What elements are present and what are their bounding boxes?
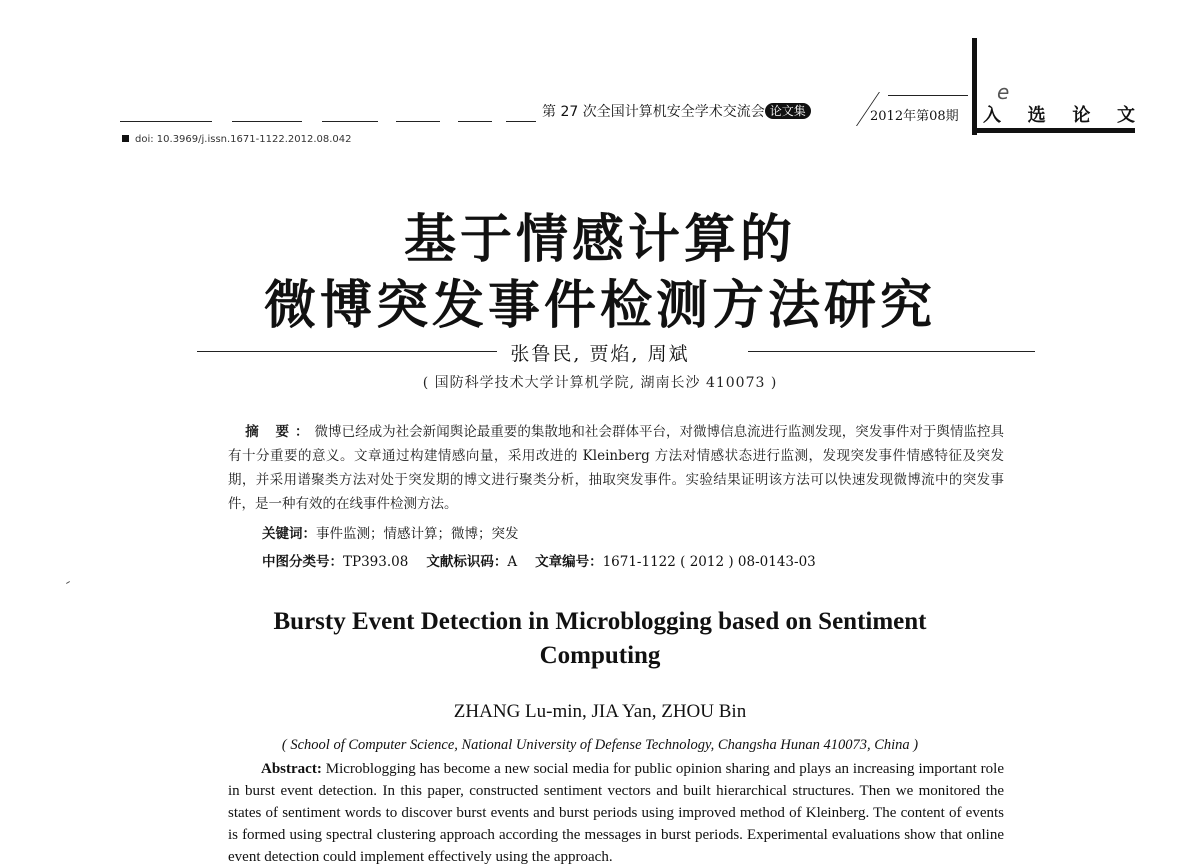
author-rule-right — [748, 351, 1035, 352]
affiliation-cn: ( 国防科学技术大学计算机学院, 湖南长沙 410073 ) — [422, 375, 778, 391]
clc-value: TP393.08 — [343, 554, 409, 570]
corner-vertical-bar — [972, 38, 977, 135]
header-rule-segment — [458, 121, 492, 122]
abstract-cn — [228, 420, 1004, 516]
header-rule-segment — [120, 121, 212, 122]
header-rule-segment — [322, 121, 378, 122]
selected-char: 文 — [1116, 105, 1135, 126]
keywords-text: 事件监测；情感计算；微博；突发 — [316, 526, 519, 542]
authors-en: ZHANG Lu-min, JIA Yan, ZHOU Bin — [453, 701, 747, 722]
keywords-line — [262, 522, 519, 542]
paper-title-cn-line1: 基于情感计算的 — [403, 209, 796, 270]
paper-title-en-line1: Bursty Event Detection in Microblogging based on Sentiment — [273, 608, 927, 635]
selected-char: 论 — [1072, 105, 1091, 126]
abstract-en-text: Microblogging has become a new social media for public opinion sharing and plays an increasing important role in burst event detection. In this paper, constructed sentiment vectors and built hierarchical structures. Then we monitored the states of sentiment words to discover burst events and burst periods using improved method of Kleinberg. The content of events is formed using spectral clustering approach according the messages in burst periods. Experimental evaluations show that online event detection could implement effectively using the approach. — [228, 761, 1005, 865]
header-rule-segment — [232, 121, 302, 122]
abstract-en-label: Abstract: — [261, 761, 322, 777]
journal-issue: 2012年第08期 — [870, 109, 959, 124]
journal-name: 第 27 次全国计算机安全学术交流会 — [542, 104, 765, 120]
paper-title-en-line2: Computing — [539, 642, 661, 669]
affiliation-en-text: ( School of Computer Science, National University of Defense Technology, Changsha Hunan 410073, China ) — [281, 737, 919, 753]
authors-cn: 张鲁民, 贾焰, 周斌 — [510, 343, 690, 365]
journal-title — [542, 101, 811, 121]
article-no-label: 文章编号： — [535, 554, 603, 570]
doc-code-value: A — [507, 554, 518, 570]
selected-char: 入 — [983, 105, 1001, 126]
affiliation-en — [0, 737, 1200, 754]
header-rule-segment — [506, 121, 536, 122]
stray-mark — [66, 581, 70, 584]
abstract-cn-text: 微博已经成为社会新闻舆论最重要的集散地和社会群体平台，对微博信息流进行监测发现，突发事件对于舆情监控具有十分重要的意义。文章通过构建情感向量，采用改进的 Kleinberg 方法对情感状态进行监测，发现突发事件情感特征及突发期，并采用谱聚类方法对处于突发期的博文进行聚类分析，抽取突发事件。实验结果证明该方法可以快速发现微博流中的突发事件，是一种有效的在线事件检测方法。 — [228, 424, 1004, 512]
doc-code-label: 文献标识码： — [426, 554, 508, 570]
doi-line: doi: 10.3969/j.issn.1671-1122.2012.08.042 — [122, 134, 352, 145]
selected-char: 选 — [1027, 105, 1046, 126]
header-rule-segment — [396, 121, 440, 122]
paper-title-cn-line2: 微博突发事件检测方法研究 — [263, 275, 936, 336]
article-no-value: 1671-1122 ( 2012 ) 08-0143-03 — [602, 554, 816, 570]
abstract-cn-label: 摘 要： — [245, 424, 315, 440]
keywords-label: 关键词： — [262, 526, 316, 542]
clc-label: 中图分类号： — [262, 554, 343, 570]
header-top-rule — [888, 95, 968, 96]
corner-horizontal-bar — [972, 128, 1135, 133]
e-logo-glyph: e — [997, 80, 1010, 104]
proceedings-badge: 论文集 — [765, 103, 811, 119]
classification-line — [262, 550, 816, 570]
selected-papers-label — [983, 101, 1135, 127]
paper-title-en — [200, 605, 1000, 673]
abstract-en — [228, 758, 1004, 868]
